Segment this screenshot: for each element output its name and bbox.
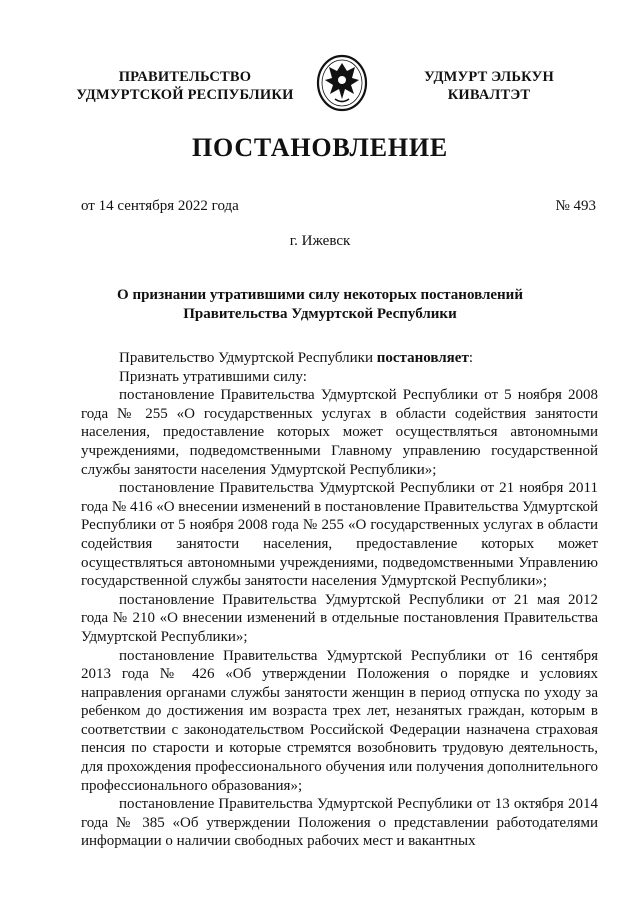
header-left-line1: ПРАВИТЕЛЬСТВО [118, 69, 252, 85]
body-paragraph: постановление Правительства Удмуртской Республики от 21 мая 2012 года № 210 «О внесении изменений в отдельные постановления Правительства Удмуртской Республики»; [81, 591, 598, 645]
header-right-line2: КИВАЛТЭТ [447, 87, 531, 103]
body-paragraph: постановление Правительства Удмуртской Республики от 16 сентября 2013 года № 426 «Об утверждении Положения о порядке и условиях направления органами службы занятости женщин в период отпуска по уходу за ребенком до достижения им возраста трех лет, незанятых граждан, которым в соответствии с законодательством Российской Федерации назначена страховая пенсия по старости и которые стремятся возобновить трудовую деятельность, для прохождения профессионального обучения или получения дополнительного профессионального образования»; [81, 647, 598, 794]
government-name-udmurt [394, 68, 584, 104]
header-left-line2: УДМУРТСКОЙ РЕСПУБЛИКИ [76, 87, 294, 103]
subject-line2: Правительства Удмуртской Республики [183, 306, 457, 322]
body-paragraph: постановление Правительства Удмуртской Республики от 13 октября 2014 года № 385 «Об утверждении Положения о представлении работодателями информации о наличии свободных рабочих мест и вакантных [81, 796, 598, 850]
subject-line1: О признании утратившими силу некоторых постановлений [117, 287, 523, 303]
udmurt-coat-of-arms-icon [315, 52, 369, 112]
intro-colon: : [468, 350, 473, 366]
document-number: № 493 [555, 198, 596, 214]
document-body [81, 349, 598, 851]
recognize-invalid-line: Признать утратившими силу: [119, 368, 307, 385]
document-title: ПОСТАНОВЛЕНИЕ [191, 133, 449, 162]
body-paragraph: постановление Правительства Удмуртской Республики от 5 ноября 2008 года № 255 «О государственных услугах в области содействия занятости населения, предоставление которых может осуществляться автономными учреждениями, подведомственными Главному управлению государственной службы занятости населения Удмуртской Республики»; [81, 387, 598, 478]
intro-paragraph [81, 349, 598, 368]
document-date: от 14 сентября 2022 года [81, 198, 239, 214]
intro-verb: постановляет [376, 350, 469, 366]
document-subject [0, 286, 640, 324]
government-name-russian [70, 68, 300, 104]
intro-text: Правительство Удмуртской Республики [119, 350, 377, 366]
body-paragraph: постановление Правительства Удмуртской Республики от 21 ноября 2011 года № 416 «О внесении изменений в постановление Правительства Удмуртской Республики от 5 ноября 2008 года № 255 «О государственных услугах в области содействия занятости населения, предоставление которых может осуществляться автономными учреждениями, подведомственными Управлению государственной службы занятости населения Удмуртской Республики»; [81, 480, 599, 590]
header-right-line1: УДМУРТ ЭЛЬКУН [424, 69, 554, 85]
document-city: г. Ижевск [289, 233, 351, 249]
